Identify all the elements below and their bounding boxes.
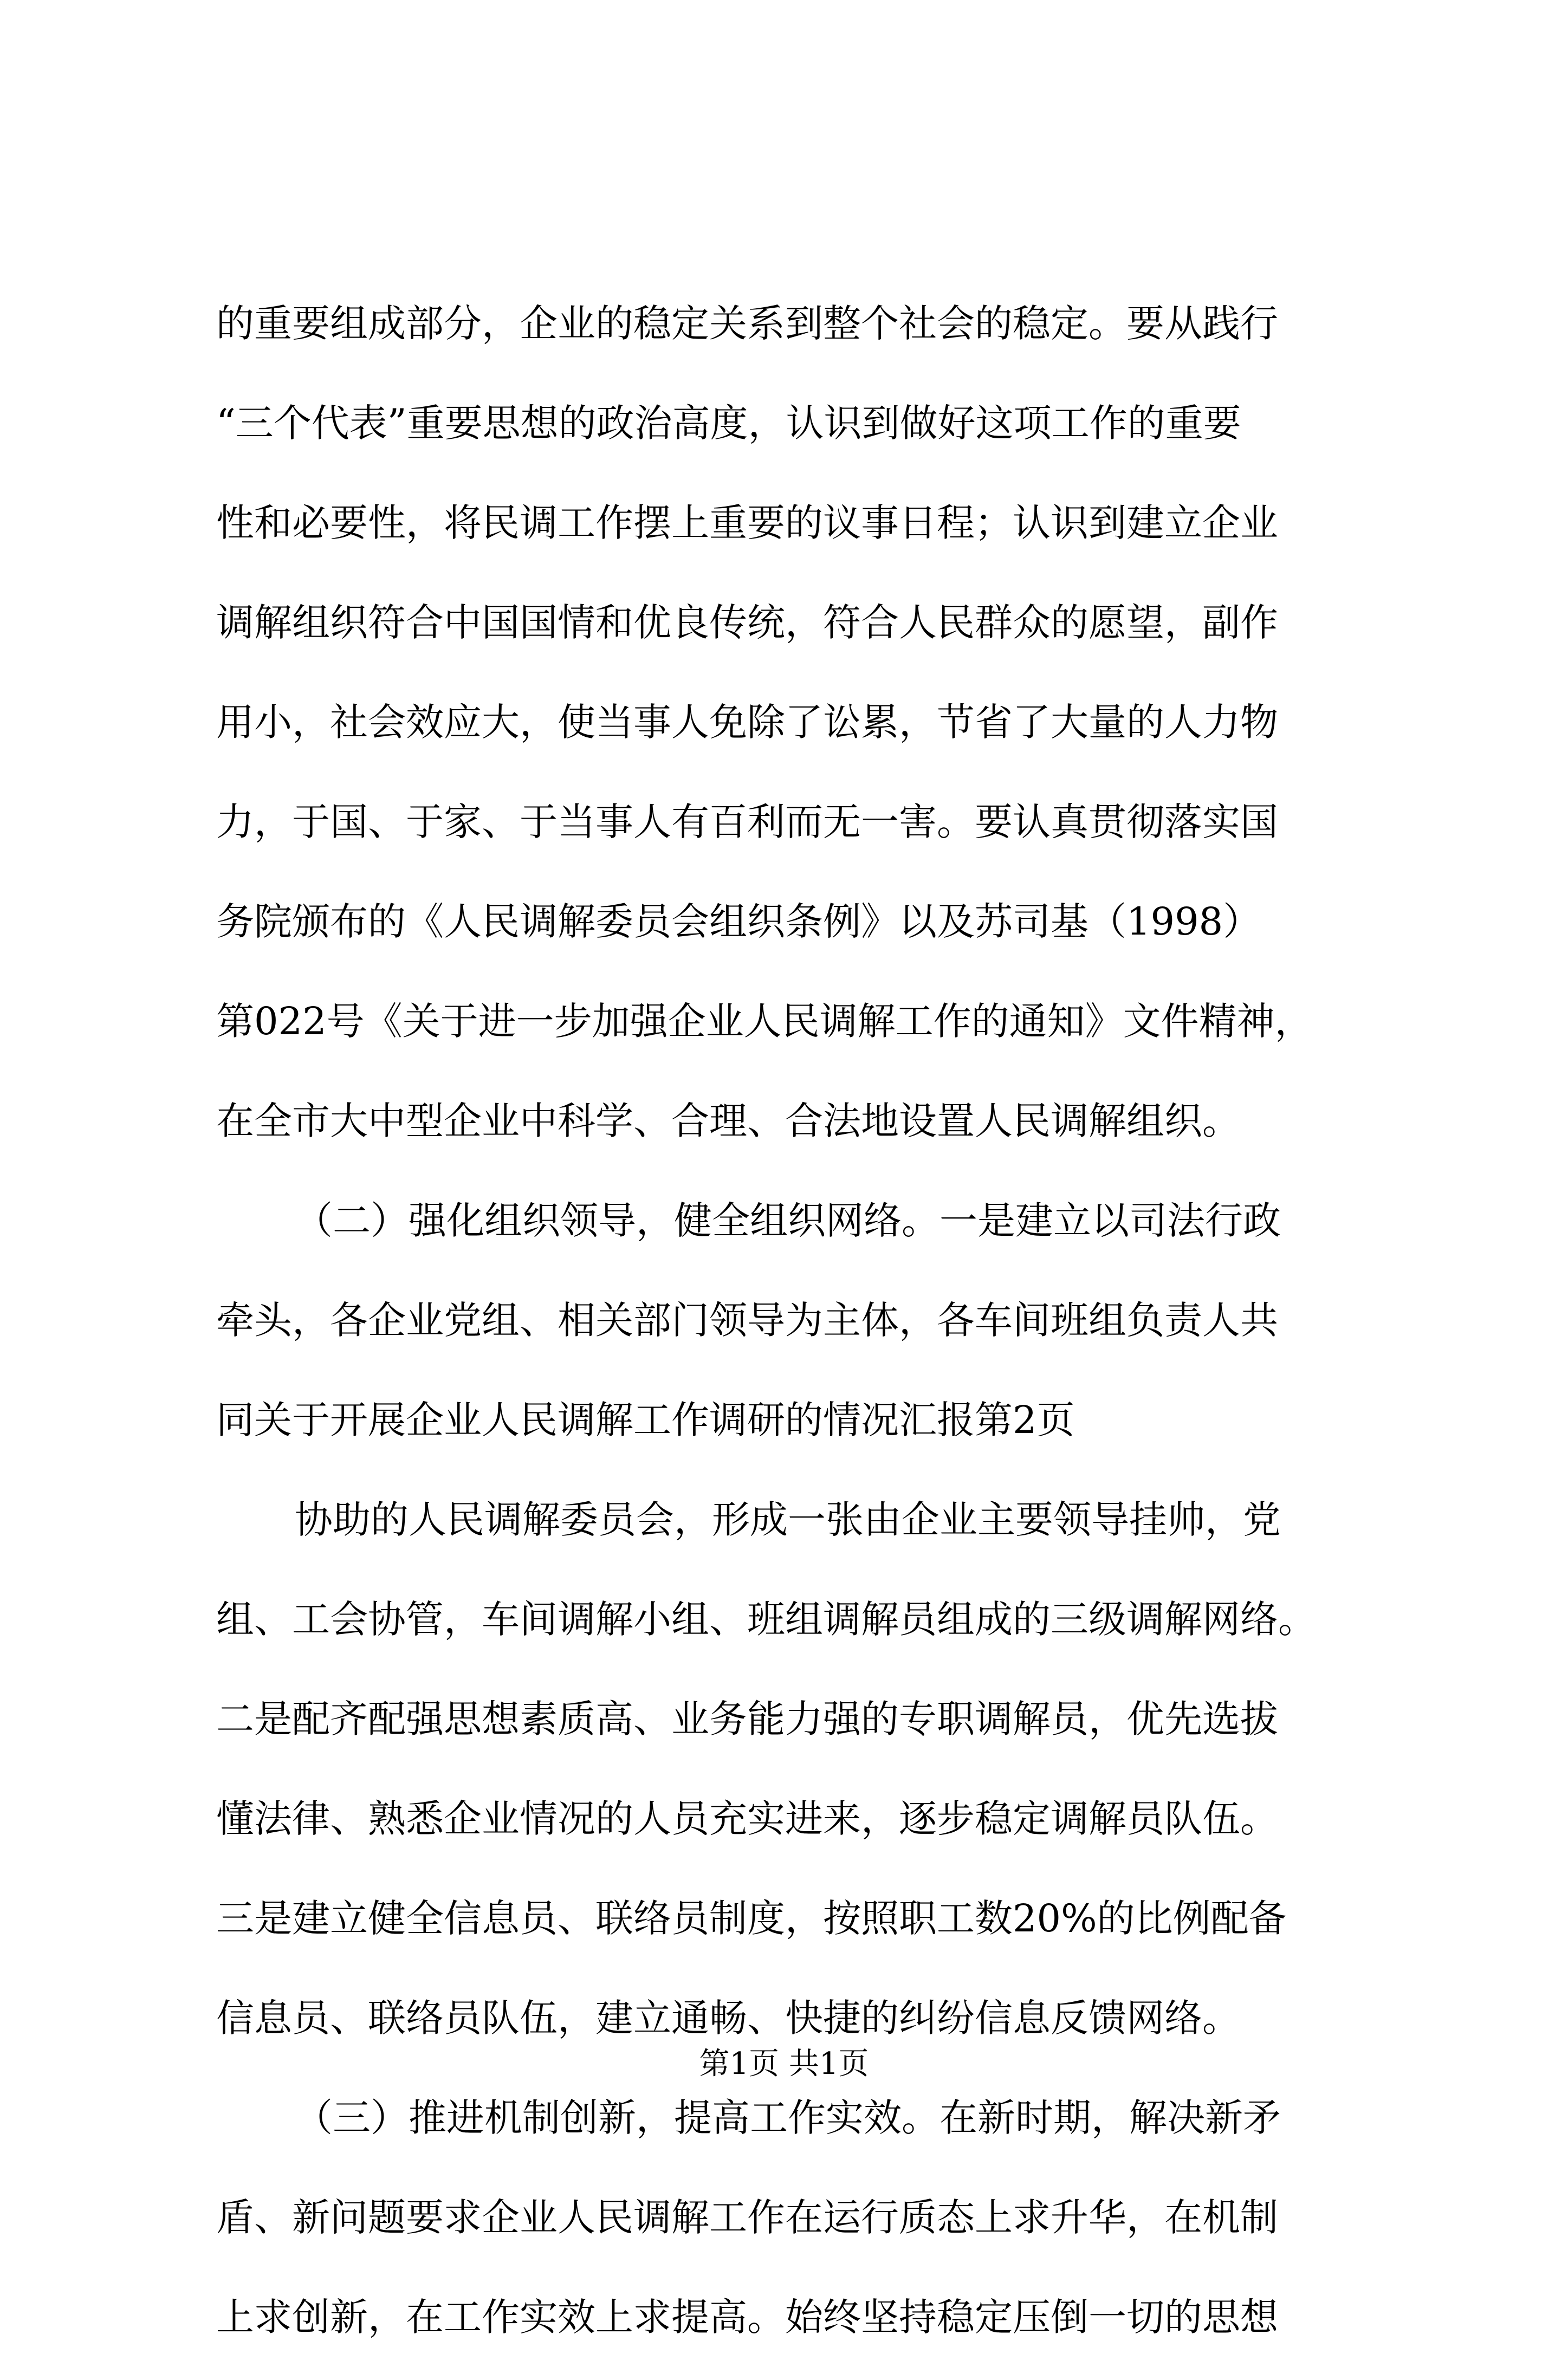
paragraph-start-line: 协助的人民调解委员会，形成一张由企业主要领导挂帅，党 <box>295 1497 1281 1542</box>
text-line: 在全市大中型企业中科学、合理、合法地设置人民调解组织。 <box>216 1099 1240 1143</box>
page-footer: 第1页 共1页 <box>699 2046 869 2081</box>
text-line: 盾、新问题要求企业人民调解工作在运行质态上求升华，在机制 <box>216 2195 1278 2240</box>
text-line: 性和必要性，将民调工作摆上重要的议事日程；认识到建立企业 <box>216 501 1278 545</box>
text-line: 二是配齐配强思想素质高、业务能力强的专职调解员，优先选拔 <box>216 1697 1278 1741</box>
text-line: 牵头，各企业党组、相关部门领导为主体，各车间班组负责人共 <box>216 1298 1278 1343</box>
paragraph-start-line: （二）强化组织领导，健全组织网络。一是建立以司法行政 <box>295 1198 1281 1243</box>
text-line: 的重要组成部分，企业的稳定关系到整个社会的稳定。要从践行 <box>216 301 1278 346</box>
text-line: 信息员、联络员队伍，建立通畅、快捷的纠纷信息反馈网络。 <box>216 1996 1240 2040</box>
text-line: 组、工会协管，车间调解小组、班组调解员组成的三级调解网络。 <box>216 1597 1316 1642</box>
text-line: 务院颁布的《人民调解委员会组织条例》以及苏司基（1998） <box>216 899 1261 944</box>
text-line: 懂法律、熟悉企业情况的人员充实进来，逐步稳定调解员队伍。 <box>216 1797 1278 1841</box>
text-line: 三是建立健全信息员、联络员制度，按照职工数20%的比例配备 <box>216 1896 1287 1941</box>
text-line: 第022号《关于进一步加强企业人民调解工作的通知》文件精神， <box>216 999 1313 1043</box>
paragraph-start-line: （三）推进机制创新，提高工作实效。在新时期，解决新矛 <box>295 2096 1281 2140</box>
text-line: 用小，社会效应大，使当事人免除了讼累，节省了大量的人力物 <box>216 700 1278 744</box>
text-line: 同关于开展企业人民调解工作调研的情况汇报第2页 <box>216 1398 1075 1442</box>
text-line: 上求创新，在工作实效上求提高。始终坚持稳定压倒一切的思想 <box>216 2295 1278 2339</box>
text-line: 力，于国、于家、于当事人有百利而无一害。要认真贯彻落实国 <box>216 800 1278 844</box>
text-line: 调解组织符合中国国情和优良传统，符合人民群众的愿望，副作 <box>216 600 1278 645</box>
text-line: “三个代表”重要思想的政治高度，认识到做好这项工作的重要 <box>216 401 1241 445</box>
